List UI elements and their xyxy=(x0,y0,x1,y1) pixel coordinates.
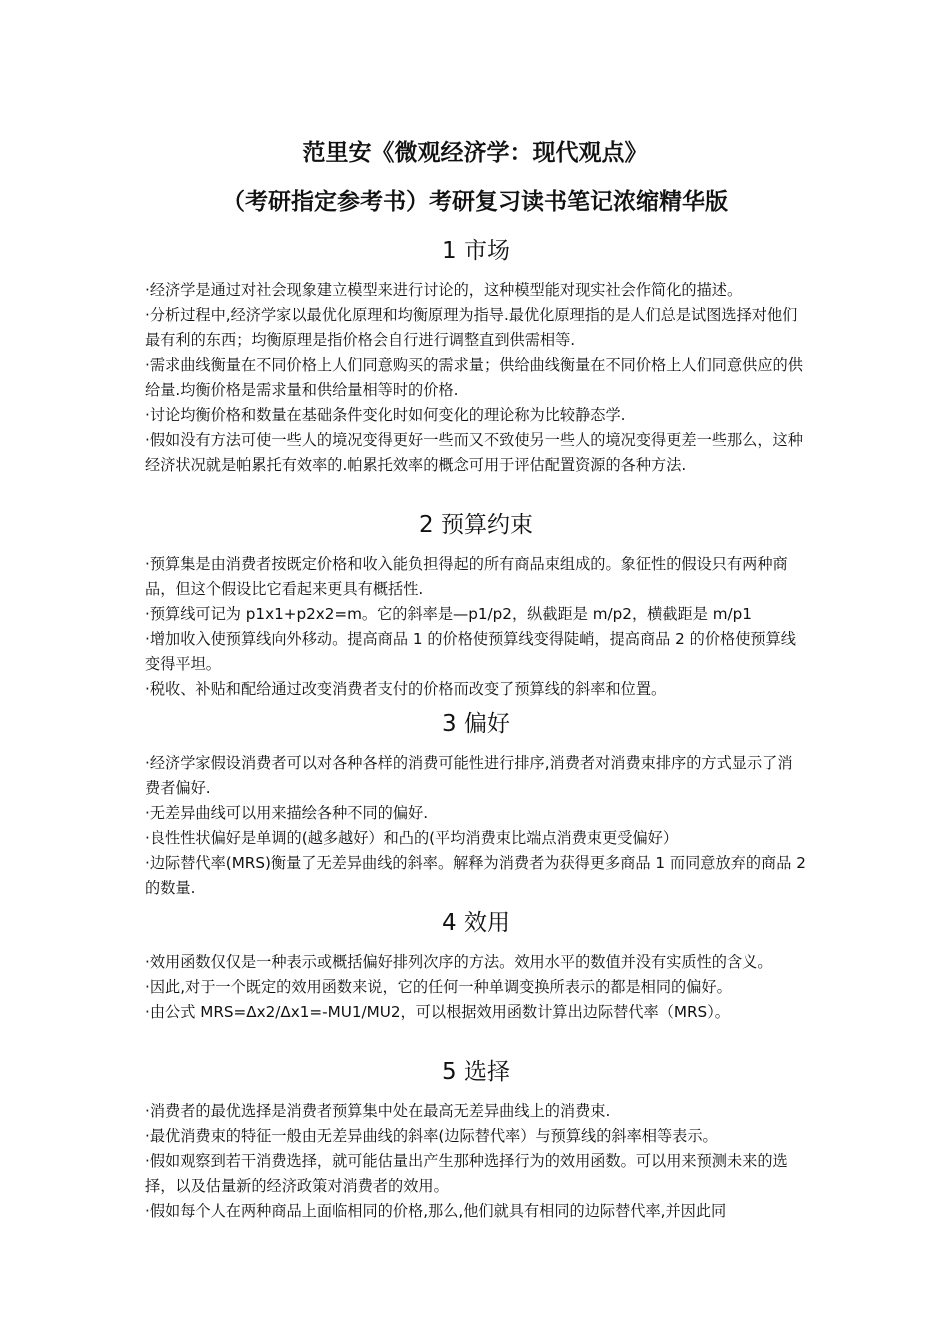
section-heading: 5 选择 xyxy=(442,1059,510,1085)
section-heading: 1 市场 xyxy=(442,238,510,264)
bullet-paragraph: ·预算集是由消费者按既定价格和收入能负担得起的所有商品束组成的。象征性的假设只有两种商品，但这个假设比它看起来更具有概括性. xyxy=(145,555,788,598)
bullet-paragraph: ·经济学家假设消费者可以对各种各样的消费可能性进行排序,消费者对消费束排序的方式显示了消费者偏好. xyxy=(145,754,793,797)
section-heading: 2 预算约束 xyxy=(419,512,533,538)
bullet-paragraph: ·效用函数仅仅是一种表示或概括偏好排列次序的方法。效用水平的数值并没有实质性的含义。 xyxy=(145,953,773,971)
bullet-paragraph: ·假如每个人在两种商品上面临相同的价格,那么,他们就具有相同的边际替代率,并因此同 xyxy=(145,1202,727,1220)
bullet-paragraph: ·税收、补贴和配给通过改变消费者支付的价格而改变了预算线的斜率和位置。 xyxy=(145,680,667,698)
bullet-paragraph: ·良性性状偏好是单调的(越多越好）和凸的(平均消费束比端点消费束更受偏好） xyxy=(145,829,679,847)
bullet-paragraph: ·最优消费束的特征一般由无差异曲线的斜率(边际替代率）与预算线的斜率相等表示。 xyxy=(145,1127,718,1145)
section-heading: 3 偏好 xyxy=(442,711,510,737)
bullet-paragraph: ·预算线可记为 p1x1+p2x2=m。它的斜率是—p1/p2，纵截距是 m/p2，横截距是 m/p1 xyxy=(145,605,752,623)
section-budget-constraint xyxy=(145,510,807,702)
document-title: 范里安《微观经济学：现代观点》 xyxy=(302,140,648,166)
section-choice xyxy=(145,1057,807,1224)
bullet-paragraph: ·假如观察到若干消费选择，就可能估量出产生那种选择行为的效用函数。可以用来预测未来的选择，以及估量新的经济政策对消费者的效用。 xyxy=(145,1152,788,1195)
document-subtitle: （考研指定参考书）考研复习读书笔记浓缩精华版 xyxy=(222,189,728,215)
bullet-paragraph: ·因此,对于一个既定的效用函数来说，它的任何一种单调变换所表示的都是相同的偏好。 xyxy=(145,978,732,996)
section-market xyxy=(145,236,807,478)
bullet-paragraph: ·分析过程中,经济学家以最优化原理和均衡原理为指导.最优化原理指的是人们总是试图选择对他们最有利的东西；均衡原理是指价格会自行进行调整直到供需相等. xyxy=(145,306,798,349)
bullet-paragraph: ·消费者的最优选择是消费者预算集中处在最高无差异曲线上的消费束. xyxy=(145,1102,611,1120)
section-heading: 4 效用 xyxy=(442,910,510,936)
bullet-paragraph: ·讨论均衡价格和数量在基础条件变化时如何变化的理论称为比较静态学. xyxy=(145,406,626,424)
bullet-paragraph: ·经济学是通过对社会现象建立模型来进行讨论的，这种模型能对现实社会作简化的描述。 xyxy=(145,281,743,299)
bullet-paragraph: ·增加收入使预算线向外移动。提高商品 1 的价格使预算线变得陡峭，提高商品 2 的价格使预算线变得平坦。 xyxy=(145,630,796,673)
bullet-paragraph: ·需求曲线衡量在不同价格上人们同意购买的需求量；供给曲线衡量在不同价格上人们同意供应的供给量.均衡价格是需求量和供给量相等时的价格. xyxy=(145,356,803,399)
section-preferences xyxy=(145,709,807,901)
bullet-paragraph: ·假如没有方法可使一些人的境况变得更好一些而又不致使另一些人的境况变得更差一些那么，这种经济状况就是帕累托有效率的.帕累托效率的概念可用于评估配置资源的各种方法. xyxy=(145,431,803,474)
bullet-paragraph: ·无差异曲线可以用来描绘各种不同的偏好. xyxy=(145,804,429,822)
bullet-paragraph: ·边际替代率(MRS)衡量了无差异曲线的斜率。解释为消费者为获得更多商品 1 而同意放弃的商品 2 的数量. xyxy=(145,854,806,897)
bullet-paragraph: ·由公式 MRS=Δx2/Δx1=-MU1/MU2，可以根据效用函数计算出边际替代率（MRS）。 xyxy=(145,1003,730,1021)
section-utility xyxy=(145,908,807,1025)
